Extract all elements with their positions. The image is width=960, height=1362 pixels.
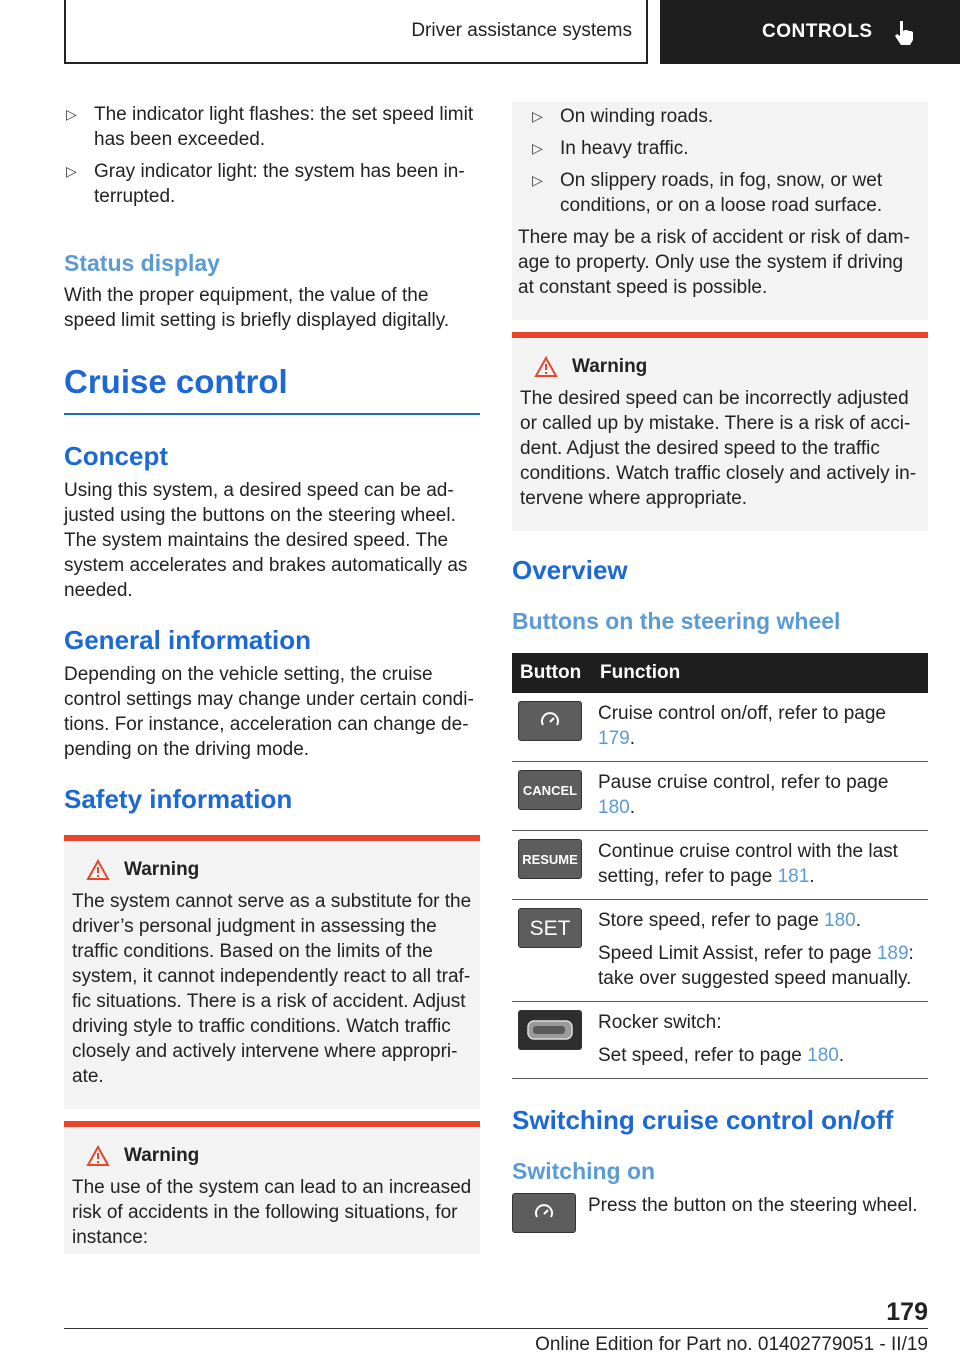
column-header: Function bbox=[592, 653, 928, 693]
warning-text: The use of the system can lead to an increased risk of accidents in the following situations, for instance: bbox=[72, 1177, 472, 1248]
list-item: ▷ The indicator light flashes: the set speed limit has been exceeded. bbox=[66, 104, 474, 150]
cruise-control-key bbox=[518, 701, 582, 741]
buttons-heading: Buttons on the steering wheel bbox=[512, 608, 841, 634]
switching-on-row bbox=[512, 1193, 928, 1233]
warning-header: Warning bbox=[86, 859, 472, 881]
section-title: Driver assistance systems bbox=[411, 20, 632, 41]
switching-heading: Switching cruise control on/off bbox=[512, 1105, 894, 1135]
page-link[interactable]: 180 bbox=[807, 1045, 839, 1066]
chapter-title: CONTROLS bbox=[762, 21, 873, 42]
cruise-control-key bbox=[512, 1193, 576, 1233]
triangle-bullet-icon: ▷ bbox=[532, 172, 543, 188]
table-row: Cruise control on/off, refer to page 179. bbox=[512, 693, 928, 762]
warning-triangle-icon bbox=[86, 859, 110, 881]
footer-rule bbox=[64, 1328, 928, 1329]
general-information-heading: General information bbox=[64, 625, 312, 655]
table-row: SET Store speed, refer to page 180. Speed Limit Assist, refer to page 189: take over suggested speed manually. bbox=[512, 900, 928, 1002]
warning-triangle-icon bbox=[534, 356, 558, 378]
indicator-list bbox=[64, 102, 480, 209]
table-row: CANCEL Pause cruise control, refer to page 180. bbox=[512, 762, 928, 831]
table-header-row bbox=[512, 653, 928, 693]
concept-heading: Concept bbox=[64, 441, 168, 471]
triangle-bullet-icon: ▷ bbox=[66, 106, 77, 122]
warning-header: Warning bbox=[86, 1145, 472, 1167]
warning-header: Warning bbox=[534, 356, 920, 378]
safety-information-heading: Safety information bbox=[64, 784, 293, 814]
warning-box bbox=[64, 1121, 480, 1254]
concept-text: Using this system, a desired speed can be adjusted using the buttons on the steering wheel. The system maintains the desired speed. The system accelerates and brakes automatically as needed. bbox=[64, 480, 468, 601]
table-row: Rocker switch: Set speed, refer to page 180. bbox=[512, 1002, 928, 1079]
situations-list bbox=[518, 104, 922, 218]
left-column bbox=[64, 102, 480, 1254]
page-link[interactable]: 181 bbox=[777, 866, 810, 887]
rocker-switch-key bbox=[518, 1010, 582, 1050]
status-display-text: With the proper equipment, the value of the speed limit setting is briefly displayed digitally. bbox=[64, 285, 450, 331]
set-key: SET bbox=[518, 908, 582, 948]
right-column bbox=[512, 102, 928, 1233]
page-link[interactable]: 179 bbox=[598, 728, 630, 749]
warning-triangle-icon bbox=[86, 1145, 110, 1167]
cruise-control-icon bbox=[533, 1203, 555, 1223]
column-header: Button bbox=[512, 653, 592, 693]
page-link[interactable]: 189 bbox=[876, 943, 909, 964]
warning-text: The system cannot serve as a substitute for the driver’s personal judgment in assessing the traffic conditions. Based on the limits of the system, it cannot independently react to all traffic situations. There is a risk of accident. Adjust driving style to traffic conditions. Watch traffic closely and actively intervene where appropriate. bbox=[72, 891, 472, 1087]
page-link[interactable]: 180 bbox=[598, 797, 630, 818]
triangle-bullet-icon: ▷ bbox=[532, 140, 543, 156]
triangle-bullet-icon: ▷ bbox=[532, 108, 543, 124]
general-information-text: Depending on the vehicle setting, the cruise control settings may change under certain conditions. For instance, acceleration can change depending on the driving mode. bbox=[64, 664, 474, 760]
warning-continuation bbox=[512, 102, 928, 320]
page-title: Cruise control bbox=[64, 363, 288, 400]
rocker-switch-icon bbox=[525, 1017, 575, 1043]
cruise-control-icon bbox=[539, 711, 561, 731]
list-item: ▷ On slippery roads, in fog, snow, or wet conditions, or on a loose road surface. bbox=[532, 170, 883, 216]
resume-key: RESUME bbox=[518, 839, 582, 879]
warning-box bbox=[64, 835, 480, 1109]
edition-note: Online Edition for Part no. 01402779051 - II/19 bbox=[535, 1334, 928, 1355]
switching-on-heading: Switching on bbox=[512, 1158, 656, 1184]
page-number: 179 bbox=[886, 1298, 928, 1326]
chapter-tab bbox=[660, 0, 960, 64]
buttons-table bbox=[512, 653, 928, 1079]
risk-text: There may be a risk of accident or risk of damage to property. Only use the system if driving at constant speed is possible. bbox=[518, 227, 910, 298]
list-item: ▷ In heavy traffic. bbox=[532, 138, 689, 159]
triangle-bullet-icon: ▷ bbox=[66, 163, 77, 179]
section-tab bbox=[64, 0, 648, 64]
list-item: ▷ On winding roads. bbox=[532, 106, 714, 127]
page-link[interactable]: 180 bbox=[824, 910, 856, 931]
list-item: ▷ Gray indicator light: the system has been interrupted. bbox=[66, 161, 465, 207]
cancel-key: CANCEL bbox=[518, 770, 582, 810]
table-row: RESUME Continue cruise control with the last setting, refer to page 181. bbox=[512, 831, 928, 900]
warning-box bbox=[512, 332, 928, 531]
warning-text: The desired speed can be incorrectly adjusted or called up by mistake. There is a risk of accident. Adjust the desired speed to the traffic conditions. Watch traffic closely and actively intervene where appropriate. bbox=[520, 388, 917, 509]
overview-heading: Overview bbox=[512, 555, 628, 585]
hand-pointer-icon bbox=[891, 18, 919, 46]
switching-on-text: Press the button on the steering wheel. bbox=[588, 1195, 918, 1216]
status-display-heading: Status display bbox=[64, 250, 220, 276]
